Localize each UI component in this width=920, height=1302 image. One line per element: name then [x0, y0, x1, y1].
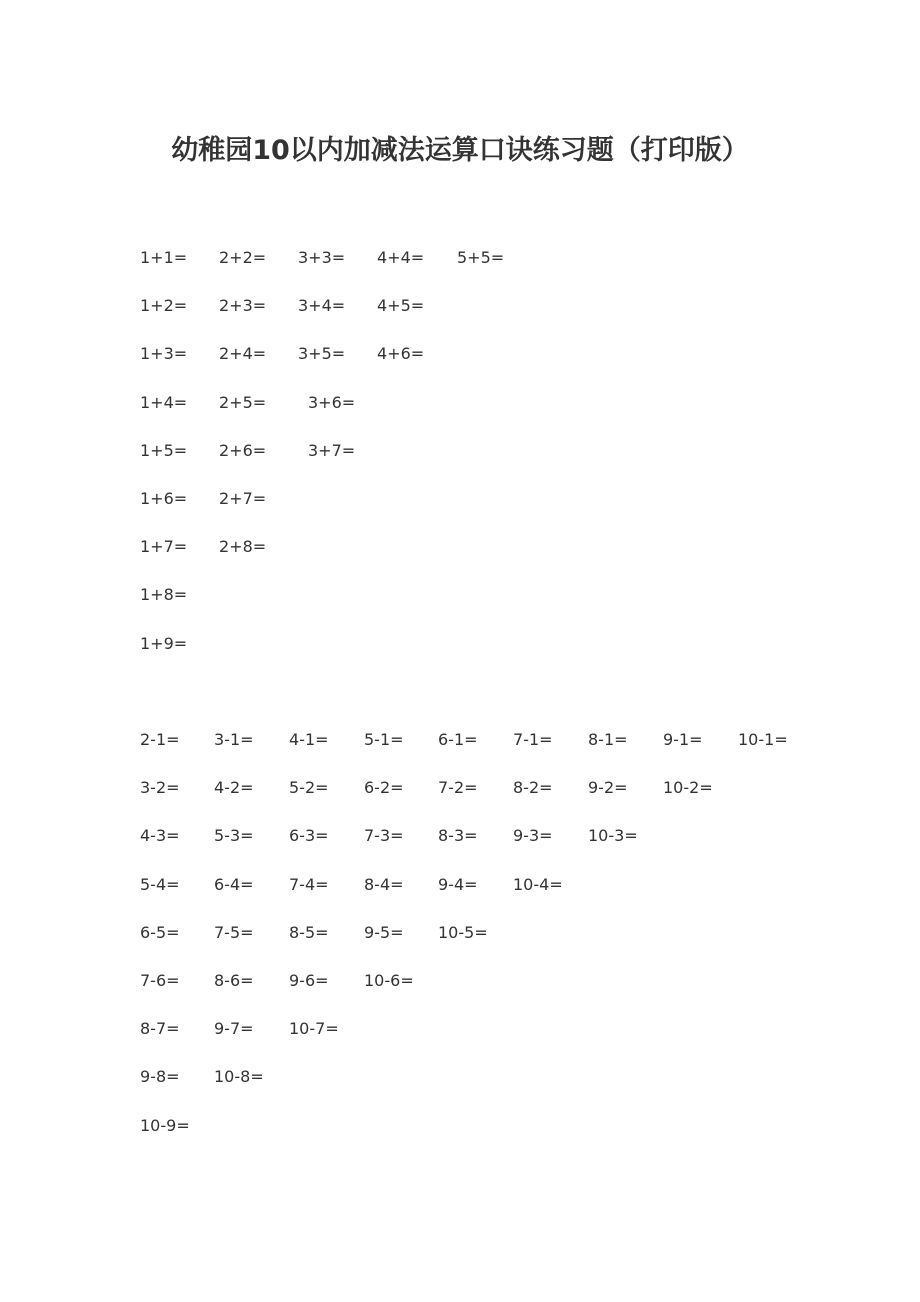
exercise-item: 1+3= — [140, 344, 188, 364]
exercise-row — [0, 441, 920, 461]
exercise-row — [0, 778, 920, 798]
exercise-row — [0, 393, 920, 413]
exercise-item: 9-5= — [364, 922, 404, 942]
exercise-item: 4+5= — [377, 296, 425, 316]
exercise-item: 9-8= — [140, 1067, 180, 1087]
exercise-item: 9-4= — [438, 874, 478, 894]
exercise-item: 5-4= — [140, 874, 180, 894]
exercise-item: 10-4= — [513, 874, 563, 894]
exercise-item: 5-2= — [289, 778, 329, 798]
exercise-item: 8-3= — [438, 826, 478, 846]
exercise-item: 2+5= — [219, 392, 267, 412]
exercise-item: 9-2= — [588, 778, 628, 798]
exercise-item: 8-2= — [513, 778, 553, 798]
exercise-item: 7-4= — [289, 874, 329, 894]
exercise-item: 1+6= — [140, 489, 188, 508]
exercise-row — [0, 489, 920, 509]
exercise-item: 10-3= — [588, 826, 638, 846]
exercise-item: 1+4= — [140, 392, 188, 412]
exercise-row — [0, 1116, 920, 1136]
exercise-item: 10-8= — [214, 1067, 264, 1087]
exercise-item: 5-1= — [364, 730, 404, 749]
exercise-item: 6-1= — [438, 730, 478, 749]
exercise-item: 7-1= — [513, 730, 553, 749]
exercise-item: 10-1= — [738, 730, 788, 749]
exercise-item: 2+8= — [219, 537, 267, 557]
exercise-item: 4-3= — [140, 826, 180, 846]
exercise-row — [0, 634, 920, 654]
exercise-item: 9-3= — [513, 826, 553, 846]
exercise-item: 8-4= — [364, 874, 404, 894]
exercise-item: 2+4= — [219, 344, 267, 364]
exercise-item: 6-3= — [289, 826, 329, 846]
page-title: 幼稚园10以内加减法运算口诀练习题（打印版） — [171, 135, 749, 166]
exercise-item: 10-7= — [289, 1019, 339, 1039]
exercise-item: 9-7= — [214, 1019, 254, 1039]
exercise-item: 3-2= — [140, 778, 180, 798]
exercise-row — [0, 537, 920, 557]
exercise-item: 1+8= — [140, 585, 188, 605]
exercise-item: 2+7= — [219, 489, 267, 508]
exercise-item: 5+5= — [457, 248, 505, 267]
exercise-item: 3+5= — [298, 344, 346, 364]
exercise-row — [0, 730, 920, 750]
exercise-row — [0, 1067, 920, 1087]
exercise-item: 6-4= — [214, 874, 254, 894]
exercise-item: 6-2= — [364, 778, 404, 798]
exercise-item: 3-1= — [214, 730, 254, 749]
exercise-item: 4+6= — [377, 344, 425, 364]
exercise-item: 8-6= — [214, 971, 254, 990]
exercise-row — [0, 971, 920, 991]
exercise-item: 1+1= — [140, 248, 188, 267]
exercise-item: 7-3= — [364, 826, 404, 846]
exercise-item: 4-2= — [214, 778, 254, 798]
exercise-item: 8-1= — [588, 730, 628, 749]
exercise-row — [0, 296, 920, 316]
exercise-row — [0, 1019, 920, 1039]
exercise-item: 10-2= — [663, 778, 713, 798]
exercise-item: 1+5= — [140, 440, 188, 460]
exercise-item: 10-9= — [140, 1115, 190, 1135]
exercise-item: 9-1= — [663, 730, 703, 749]
exercise-item: 3+4= — [298, 296, 346, 316]
exercise-item: 1+9= — [140, 633, 188, 653]
exercise-item: 3+6= — [308, 392, 356, 412]
exercise-item: 2+3= — [219, 296, 267, 316]
exercise-item: 1+7= — [140, 537, 188, 557]
exercise-item: 8-5= — [289, 922, 329, 942]
exercise-row — [0, 248, 920, 268]
exercise-item: 7-2= — [438, 778, 478, 798]
exercise-item: 5-3= — [214, 826, 254, 846]
exercise-item: 1+2= — [140, 296, 188, 316]
exercise-item: 4-1= — [289, 730, 329, 749]
exercise-item: 10-5= — [438, 922, 488, 942]
exercise-item: 9-6= — [289, 971, 329, 990]
exercise-item: 8-7= — [140, 1019, 180, 1039]
exercise-row — [0, 826, 920, 846]
exercise-item: 4+4= — [377, 248, 425, 267]
exercise-row — [0, 923, 920, 943]
exercise-item: 2+6= — [219, 440, 267, 460]
exercise-item: 2-1= — [140, 730, 180, 749]
exercise-row — [0, 344, 920, 364]
exercise-item: 3+3= — [298, 248, 346, 267]
exercise-item: 3+7= — [308, 440, 356, 460]
exercise-item: 7-6= — [140, 971, 180, 990]
exercise-item: 2+2= — [219, 248, 267, 267]
exercise-item: 7-5= — [214, 922, 254, 942]
exercise-item: 6-5= — [140, 922, 180, 942]
exercise-item: 10-6= — [364, 971, 414, 990]
exercise-row — [0, 585, 920, 605]
exercise-row — [0, 875, 920, 895]
